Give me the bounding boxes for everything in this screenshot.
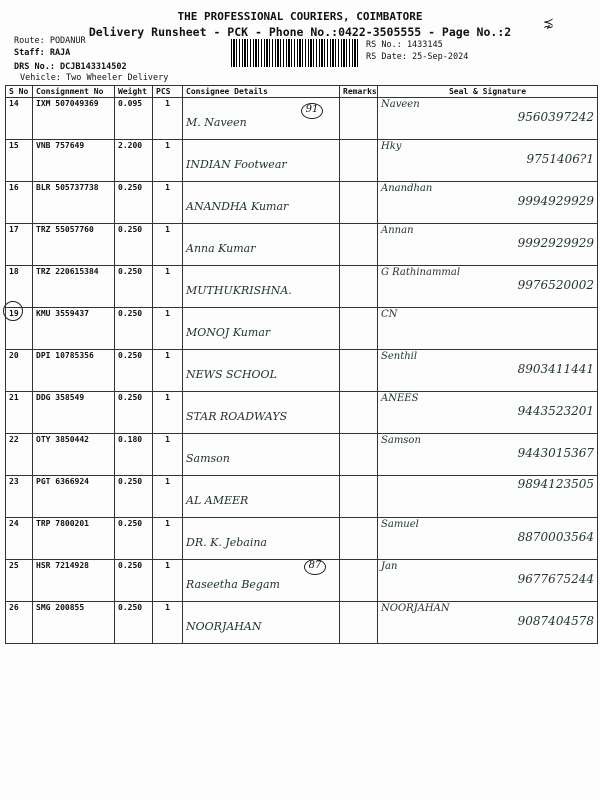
table-row [6,476,598,518]
runsheet-subtitle: Delivery Runsheet - PCK - Phone No.:0422-3505555 - Page No.:2 [88,25,512,39]
consignee-handwriting: INDIAN Footwear [186,158,287,171]
row-consignment-no: VNB 757649 [33,140,115,182]
row-remarks [340,350,378,392]
row-pcs: 1 [153,140,183,182]
runsheet-table [5,85,598,644]
row-sno: 24 [6,518,33,560]
phone-handwriting: 9751406?1 [526,152,594,166]
phone-handwriting: 9087404578 [517,614,594,628]
row-remarks [340,224,378,266]
company-title: THE PROFESSIONAL COURIERS, COIMBATORE [177,10,423,23]
row-weight: 0.250 [115,266,153,308]
row-consignment-no: TRZ 220615384 [33,266,115,308]
row-sno: 18 [6,266,33,308]
row-signature [378,308,598,350]
signature-handwriting: Naveen [381,99,420,110]
signature-handwriting: Senthil [381,351,418,362]
consignee-handwriting: Anna Kumar [186,242,256,255]
table-row [6,308,598,350]
row-signature [378,98,598,140]
consignee-handwriting: M. Naveen [186,116,247,129]
phone-handwriting: 9677675244 [517,572,594,586]
row-consignee [183,140,340,182]
row-consignment-no: BLR 505737738 [33,182,115,224]
row-signature [378,224,598,266]
signature-handwriting: NOORJAHAN [381,603,450,614]
consignee-handwriting: MUTHUKRISHNA. [186,284,292,297]
col-weight: Weight [115,86,153,98]
row-weight: 0.250 [115,182,153,224]
row-consignment-no: SMG 200855 [33,602,115,644]
row-remarks [340,140,378,182]
consignee-handwriting: Samson [186,452,230,465]
signature-handwriting: G Rathinammal [381,267,461,278]
row-pcs: 1 [153,602,183,644]
row-consignee [183,308,340,350]
staff-label: Staff: RAJA [14,48,71,58]
corner-mark: ⋨ [543,16,554,31]
table-row [6,518,598,560]
col-remarks: Remarks [340,86,378,98]
row-consignment-no: TRP 7800201 [33,518,115,560]
row-consignee [183,350,340,392]
row-pcs: 1 [153,434,183,476]
row-consignee [183,476,340,518]
row-circle-19 [3,301,23,321]
table-row [6,434,598,476]
table-row [6,140,598,182]
phone-handwriting: 9994929929 [517,194,594,208]
row-consignment-no: HSR 7214928 [33,560,115,602]
row-consignee [183,602,340,644]
row-pcs: 1 [153,476,183,518]
row-signature [378,266,598,308]
row-consignment-no: DPI 10785356 [33,350,115,392]
consignee-handwriting: NOORJAHAN [186,620,262,633]
row-signature [378,392,598,434]
phone-handwriting: 8870003564 [517,530,594,544]
row-weight: 0.250 [115,518,153,560]
row-remarks [340,602,378,644]
row-weight: 0.250 [115,602,153,644]
row-consignment-no: KMU 3559437 [33,308,115,350]
row-consignment-no: IXM 507049369 [33,98,115,140]
row-consignee [183,182,340,224]
col-sno: S No [6,86,33,98]
row-signature [378,476,598,518]
row-weight: 2.200 [115,140,153,182]
row-consignee [183,266,340,308]
phone-handwriting: 9443523201 [517,404,594,418]
row-signature [378,182,598,224]
row-sno: 20 [6,350,33,392]
signature-handwriting: CN [381,309,398,320]
row-weight: 0.095 [115,98,153,140]
row-sno: 26 [6,602,33,644]
row-sno: 19 [6,308,33,350]
row-weight: 0.250 [115,308,153,350]
row-consignment-no: OTY 3850442 [33,434,115,476]
col-consignment: Consignment No [33,86,115,98]
consignee-handwriting: Raseetha Begam [186,578,280,591]
row-weight: 0.180 [115,434,153,476]
col-pcs: PCS [153,86,183,98]
row-remarks [340,266,378,308]
signature-handwriting: Samuel [381,519,419,530]
row-signature [378,602,598,644]
rs-number: RS No.: 1433145 [366,40,443,50]
signature-handwriting: Samson [381,435,421,446]
row-weight: 0.250 [115,224,153,266]
row-remarks [340,434,378,476]
row-remarks [340,392,378,434]
annotation-circle: 87 [304,559,326,575]
row-consignee [183,434,340,476]
row-sno: 23 [6,476,33,518]
consignee-handwriting: NEWS SCHOOL [186,368,277,381]
consignee-handwriting: ANANDHA Kumar [186,200,289,213]
phone-handwriting: 8903411441 [517,362,594,376]
rs-date: RS Date: 25-Sep-2024 [366,52,469,62]
row-consignee [183,392,340,434]
signature-handwriting: Anandhan [381,183,433,194]
row-pcs: 1 [153,518,183,560]
row-remarks [340,308,378,350]
row-pcs: 1 [153,560,183,602]
row-remarks [340,560,378,602]
row-weight: 0.250 [115,560,153,602]
row-sno: 21 [6,392,33,434]
row-sno: 15 [6,140,33,182]
drs-label: DRS No.: DCJB143314502 [14,62,127,72]
row-consignment-no: PGT 6366924 [33,476,115,518]
row-remarks [340,518,378,560]
consignee-handwriting: DR. K. Jebaina [186,536,267,549]
row-sno: 25 [6,560,33,602]
row-remarks [340,98,378,140]
signature-handwriting: Hky [381,141,402,152]
row-pcs: 1 [153,98,183,140]
phone-handwriting: 9560397242 [517,110,594,124]
consignee-handwriting: STAR ROADWAYS [186,410,288,423]
phone-handwriting: 9894123505 [517,477,594,491]
consignee-handwriting: MONOJ Kumar [186,326,271,339]
row-pcs: 1 [153,350,183,392]
phone-handwriting: 9976520002 [517,278,594,292]
barcode [231,39,358,67]
vehicle-label: Vehicle: Two Wheeler Delivery [20,73,169,83]
phone-handwriting: 9992929929 [517,236,594,250]
row-pcs: 1 [153,224,183,266]
row-pcs: 1 [153,182,183,224]
table-row [6,266,598,308]
row-consignment-no: TRZ 55057760 [33,224,115,266]
row-remarks [340,476,378,518]
row-sno: 17 [6,224,33,266]
row-signature [378,560,598,602]
row-signature [378,140,598,182]
row-pcs: 1 [153,266,183,308]
row-remarks [340,182,378,224]
row-weight: 0.250 [115,350,153,392]
row-sno: 16 [6,182,33,224]
signature-handwriting: ANEES [381,393,419,404]
signature-handwriting: Annan [381,225,414,236]
row-signature [378,434,598,476]
col-consignee: Consignee Details [183,86,340,98]
table-row [6,98,598,140]
row-consignee [183,518,340,560]
annotation-circle: 91 [301,103,323,119]
table-row [6,392,598,434]
table-header-row [6,86,598,98]
row-pcs: 1 [153,308,183,350]
phone-handwriting: 9443015367 [517,446,594,460]
consignee-handwriting: AL AMEER [186,494,249,507]
table-row [6,602,598,644]
row-sno: 14 [6,98,33,140]
table-row [6,560,598,602]
signature-handwriting: Jan [381,561,398,572]
col-signature: Seal & Signature [378,86,598,98]
row-weight: 0.250 [115,476,153,518]
table-row [6,224,598,266]
row-signature [378,518,598,560]
table-row [6,350,598,392]
row-signature [378,350,598,392]
row-consignment-no: DDG 358549 [33,392,115,434]
table-row [6,182,598,224]
route-label: Route: PODANUR [14,36,86,46]
row-pcs: 1 [153,392,183,434]
row-consignee [183,224,340,266]
row-sno: 22 [6,434,33,476]
row-weight: 0.250 [115,392,153,434]
